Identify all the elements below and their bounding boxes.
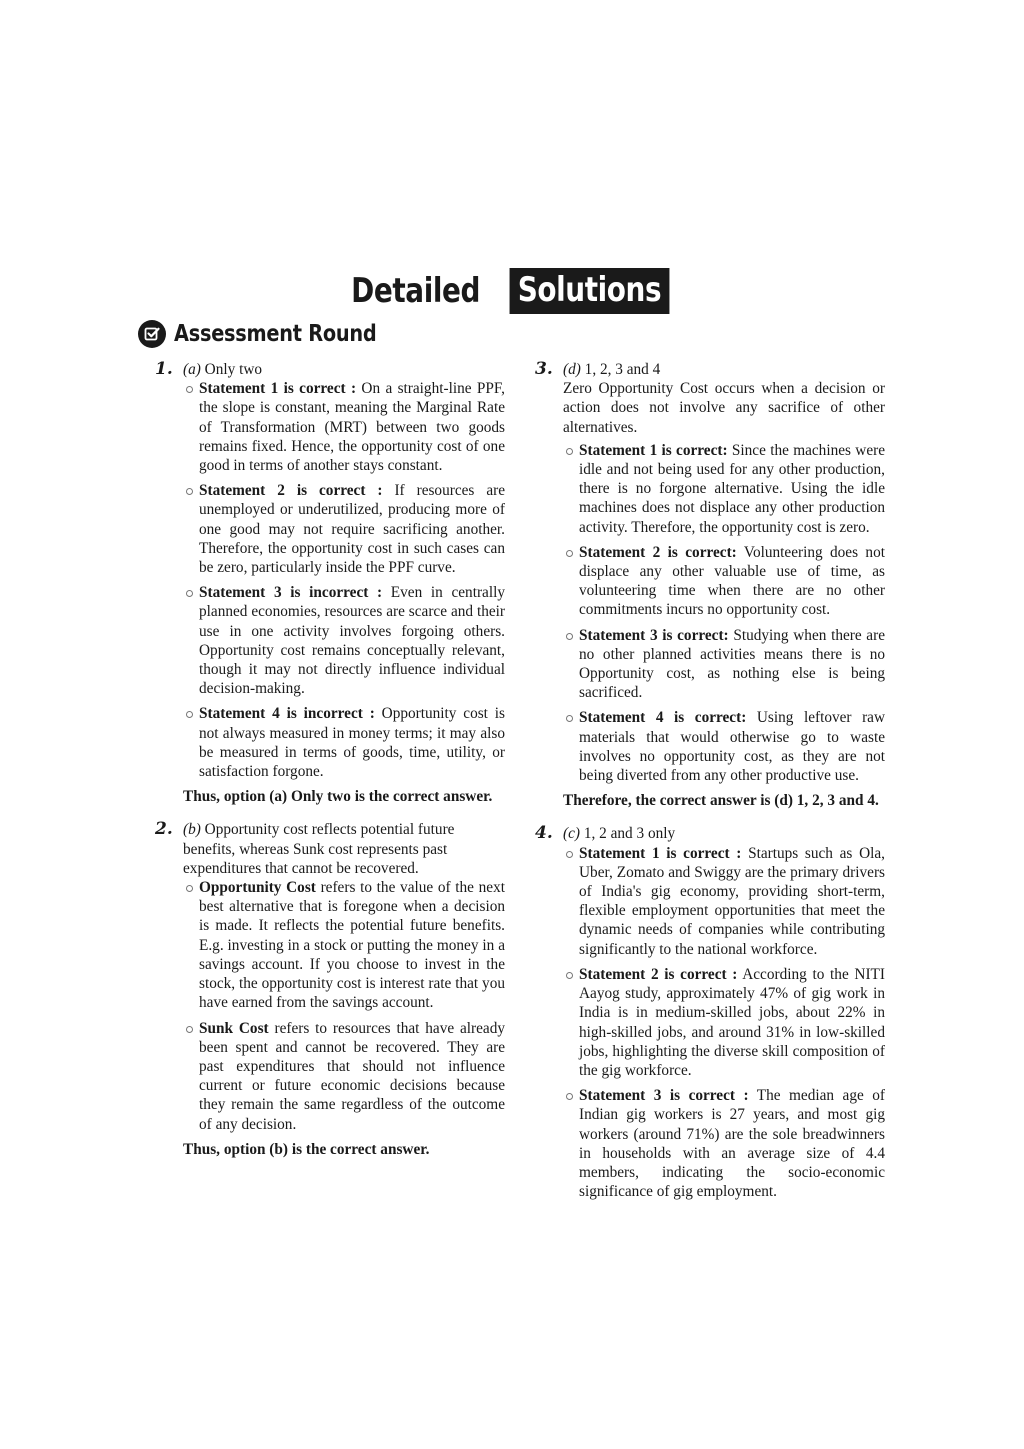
bullet-text: Even in centrally planned economies, resources are scarce and their use in one activity involves forgoing others. Opportunity cost remains conceptually relevant, though it may not directly influence individual decision-making. [199,584,505,698]
left-column [155,360,505,1173]
bullet-point [183,704,505,781]
bullet-text: refers to the value of the next best alternative that is foregone when a decision is made. It reflects the potential future benefits. E.g. investing in a stock or putting the money in a savings account. If you choose to invest in the stock, the opportunity cost is interest rate that you have earned from the savings account. [199,879,505,1012]
question-heading [155,360,505,379]
question-number: 4. [535,823,553,844]
answer-text: 1, 2 and 3 only [583,825,676,843]
bullet-lead: Statement 2 is correct : [199,482,383,500]
bullet-list [183,379,505,781]
bullet-lead: Sunk Cost [199,1019,269,1037]
page-header [0,268,1024,314]
bullet-text: Using leftover raw materials that would otherwise go to waste involves no opportunity cost, as they are not being diverted from any other productive use. [579,709,885,785]
question-block [155,820,505,1158]
question-number: 1. [155,359,173,379]
bullet-text: According to the NITI Aayog study, approximately 47% of gig work in India is in medium-skilled jobs, about 22% in high-skilled jobs, and around 31% in low-skilled jobs, highlighting the diverse skill composition of the gig workforce. [579,965,885,1079]
bullet-text: Studying when there are no other planned activities means there is no Opportunity cost, as nothing else is being sacrificed. [579,626,885,702]
header-title-plain: Detailed [351,271,480,311]
question-heading [535,824,885,843]
answer-text: 1, 2, 3 and 4 [584,361,661,378]
bullet-lead: Statement 3 is correct : [579,1087,749,1105]
answer-text: Only two [204,361,263,378]
bullet-point [563,543,885,620]
question-block [155,360,505,806]
bullet-point [563,708,885,785]
bullet-point [183,379,505,475]
question-block [535,360,885,810]
bullet-point [183,481,505,577]
section-title: Assessment Round [174,321,377,347]
question-number: 2. [155,819,173,840]
bullet-point [563,441,885,537]
bullet-text: On a straight-line PPF, the slope is constant, meaning the Marginal Rate of Transformation (MRT) between two goods remains fixed. Hence, the opportunity cost of one good in terms of another stays constant. [199,380,505,475]
checkmark-badge-icon [138,320,166,348]
answer-option: (b) [183,821,201,839]
answer-text: Opportunity cost reflects potential future benefits, whereas Sunk cost represents past expenditures that cannot be recovered. [183,821,455,877]
bullet-text: The median age of Indian gig workers is 27 years, and most gig workers (around 71%) are the sole breadwinners in households with an average size of 4.4 members, indicating the socio-economic significance of gig employment. [579,1087,885,1201]
bullet-point [563,626,885,703]
bullet-text: If resources are unemployed or underutilized, producing more of one good may not require sacrificing another. Therefore, the opportunity cost in such cases can be zero, particularly inside the PPF curve. [199,482,505,577]
bullet-point [183,878,505,1012]
bullet-lead: Statement 4 is correct: [579,709,747,727]
bullet-point [183,583,505,698]
question-body [535,844,885,1202]
bullet-lead: Statement 1 is correct: [579,441,728,459]
bullet-list [563,441,885,785]
question-heading [535,360,885,379]
bullet-lead: Opportunity Cost [199,879,316,897]
bullet-text: refers to resources that have already been spent and cannot be recovered. They are past expenditures that should not influence current or future economic decisions because they remain the same regardless of the outcome of any decision. [199,1019,505,1133]
bullet-lead: Statement 1 is correct : [199,380,357,398]
answer-line [183,360,262,379]
bullet-lead: Statement 2 is correct : [579,965,738,983]
bullet-list [563,844,885,1202]
conclusion: Thus, option (a) Only two is the correct answer. [183,788,493,806]
section-heading [138,318,415,350]
bullet-text: Opportunity cost is not always measured in money terms; it may also be measured in terms of goods, time, utility, or satisfaction forgone. [199,705,505,781]
bullet-text: Since the machines were idle and not being used for any other production, there is no forgone alternative. Using the idle machines does not displace any other production activity. Therefore, the opportunity cost is zero. [579,441,885,536]
answer-line [563,360,660,379]
question-body [155,878,505,1159]
question-body [535,379,885,810]
bullet-point [183,1019,505,1134]
bullet-text: Volunteering does not displace any other valuable use of time, as volunteering time when there are no other commitments incurs no opportunity cost. [579,543,885,619]
header-title-highlight: Solutions [510,268,670,314]
answer-option: (d) [563,361,581,378]
bullet-point [563,1086,885,1201]
bullet-lead: Statement 4 is incorrect : [199,705,375,723]
bullet-lead: Statement 1 is correct : [579,844,742,862]
bullet-lead: Statement 2 is correct: [579,543,737,561]
bullet-point [563,844,885,959]
conclusion: Thus, option (b) is the correct answer. [183,1140,430,1158]
question-heading [155,820,505,878]
answer-line [183,820,505,878]
question-block [535,824,885,1201]
answer-option: (c) [563,825,580,843]
answer-option: (a) [183,361,201,378]
bullet-text: Startups such as Ola, Uber, Zomato and Swiggy are the primary drivers of India's gig economy, providing short-term, flexible employment opportunities that meet the dynamic needs of companies while contributing significantly to the national workforce. [579,844,885,958]
bullet-lead: Statement 3 is incorrect : [199,584,383,602]
answer-line [563,824,675,843]
explanation-intro: Zero Opportunity Cost occurs when a decision or action does not involve any sacrifice of other alternatives. [563,380,885,436]
question-number: 3. [535,359,553,379]
bullet-lead: Statement 3 is correct: [579,626,729,644]
conclusion: Therefore, the correct answer is (d) 1, 2, 3 and 4. [563,792,879,810]
bullet-list [183,878,505,1134]
bullet-point [563,965,885,1080]
right-column [535,360,885,1215]
question-body [155,379,505,806]
